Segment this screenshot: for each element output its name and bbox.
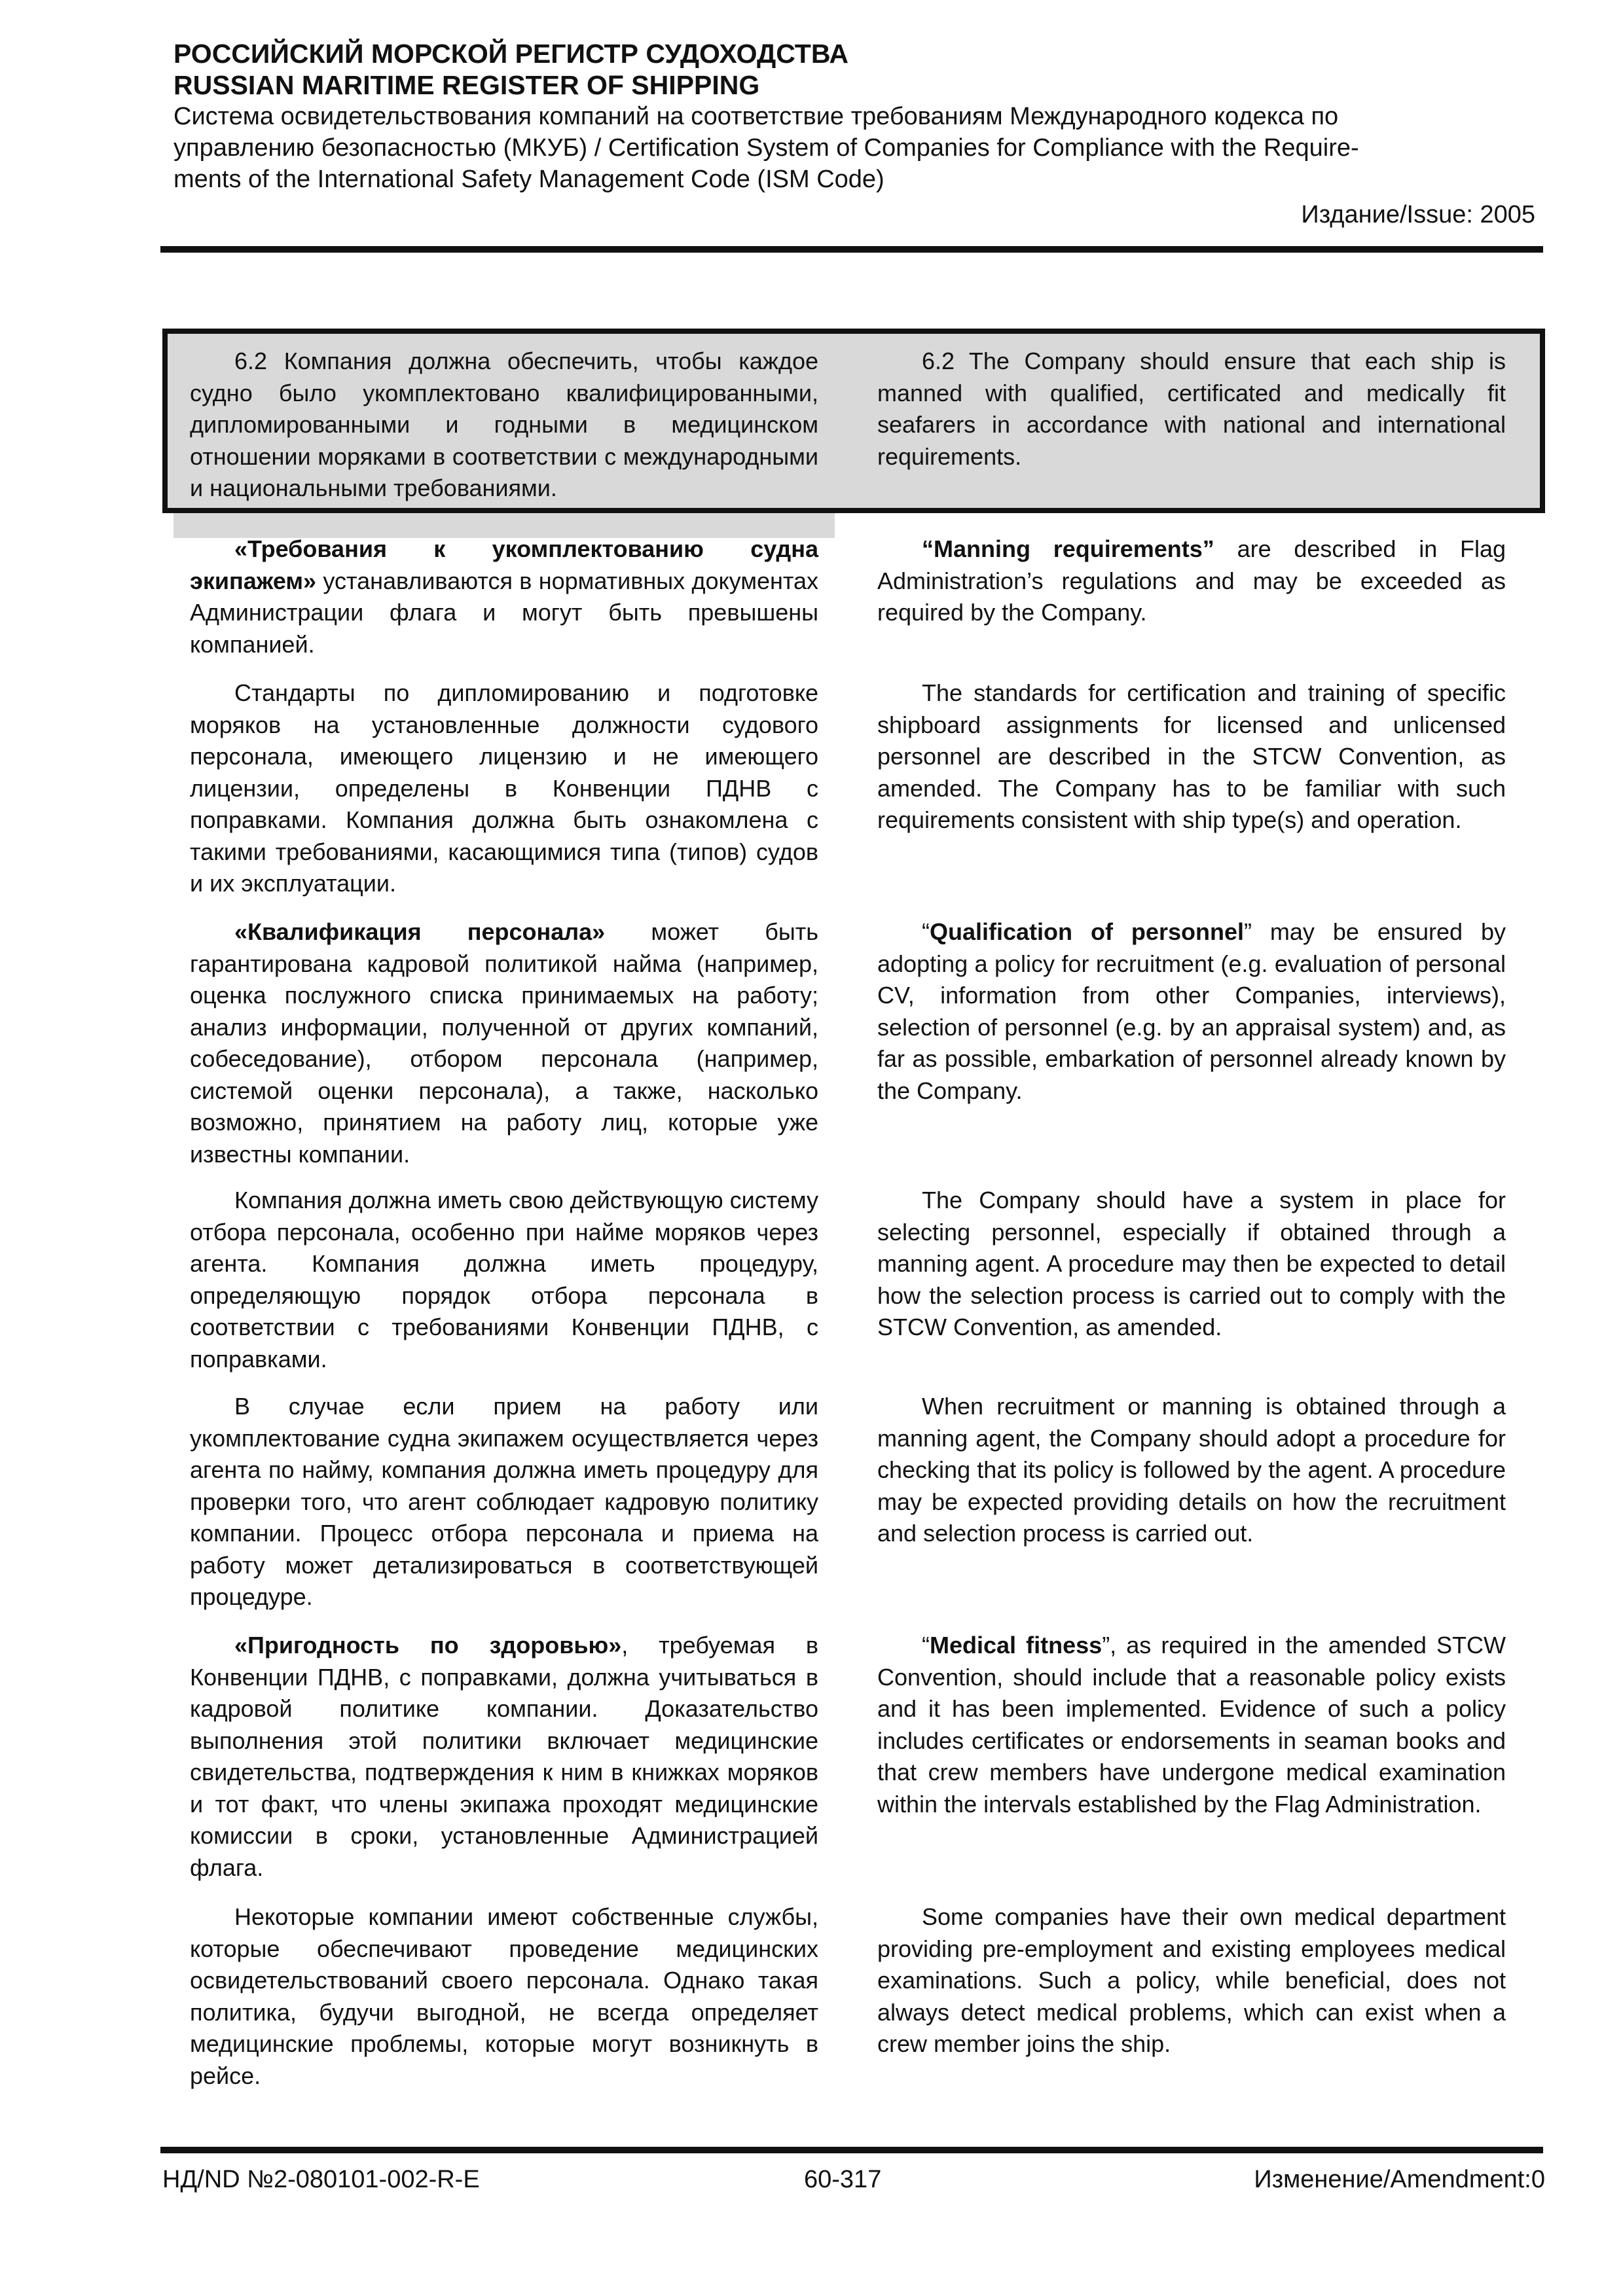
ru-paragraph-qualification: «Квалификация персонала» может быть гарантирована кадровой политикой найма (например, оценка послужного списка принимаемых на работу; анализ информации, полученной от других компаний, собеседование), отбором персонала (например, системой оценки персонала), а также, насколько возможно, принятием на работу лиц, которые уже известны компании. xyxy=(190,918,818,1168)
en-paragraph-qualification: “Qualification of personnel” may be ensured by adopting a policy for recruitment (e.g. evaluation of personal CV, information from other Companies, interviews), selection of personnel (e.g. by an appraisal system) and, as far as possible, embarkation of personnel already known by the Company. xyxy=(877,918,1506,1104)
en-paragraph-medical-fitness: “Medical fitness”, as required in the amended STCW Convention, should include that a reasonable policy exists and it has been implemented. Evidence of such a policy includes certificates or endorsements in seaman books and that crew members have undergone medical examination within the intervals established by the Flag Administration. xyxy=(877,1632,1506,1818)
en-manning-term: “Manning requirements” xyxy=(922,535,1214,562)
ru-medical-fitness-term: «Пригодность по здоровью» xyxy=(234,1632,622,1659)
document-number: НД/ND №2-080101-002-R-E xyxy=(162,2166,480,2193)
en-qualification-term: Qualification of personnel xyxy=(930,918,1244,945)
document-footer xyxy=(162,2164,1545,2197)
en-paragraph-manning-agent: When recruitment or manning is obtained through a manning agent, the Company should adopt a procedure for checking that its policy is followed by the agent. A procedure may be expected providing details on how the recruitment and selection process is carried out. xyxy=(877,1393,1506,1547)
en-paragraph-manning: “Manning requirements” are described in Flag Administration’s regulations and may be exceeded as required by the Company. xyxy=(877,535,1506,626)
system-title-line-3: ments of the International Safety Management Code (ISM Code) xyxy=(173,166,884,193)
en-paragraph-medical-department: Some companies have their own medical department providing pre-employment and existing employees medical examinations. Such a policy, while beneficial, does not always detect medical problems, which can exist when a crew member joins the ship. xyxy=(877,1903,1506,2057)
ru-paragraph-manning-agent: В случае если прием на работу или укомплектование судна экипажем осуществляется через агента по найму, компания должна иметь процедуру для проверки того, что агент соблюдает кадровую политику компании. Процесс отбора персонала и приема на работу может детализироваться в соответствующей процедуре. xyxy=(190,1393,818,1610)
ru-paragraph-medical-department: Некоторые компании имеют собственные службы, которые обеспечивают проведение медицинских освидетельствований своего персонала. Однако такая политика, будучи выгодной, не всегда определяет медицинские проблемы, которые могут возникнуть в рейсе. xyxy=(190,1903,818,2089)
header-divider xyxy=(160,246,1543,253)
ru-qualification-term: «Квалификация персонала» xyxy=(234,918,606,945)
ru-paragraph-medical-fitness: «Пригодность по здоровью», требуемая в Конвенции ПДНВ, с поправками, должна учитываться в кадровой политике компании. Доказательство выполнения этой политики включает медицинские свидетельства, подтверждения к ним в книжках моряков и тот факт, что члены экипажа проходят медицинские комиссии в сроки, установленные Администрацией флага. xyxy=(190,1632,818,1881)
register-title-en: RUSSIAN MARITIME REGISTER OF SHIPPING xyxy=(173,70,760,100)
issue-label: Издание/Issue: 2005 xyxy=(1301,201,1535,228)
ru-paragraph-manning: «Требования к укомплектованию судна экипажем» устанавливаются в нормативных документах Администрации флага и могут быть превышены компанией. xyxy=(190,535,818,658)
en-paragraph-6-2: 6.2 The Company should ensure that each ship is manned with qualified, certificated and medically fit seafarers in accordance with national and international requirements. xyxy=(877,348,1506,470)
page-number: 60-317 xyxy=(804,2166,882,2193)
footer-divider xyxy=(160,2147,1543,2153)
en-medical-fitness-term: Medical fitness xyxy=(930,1632,1103,1659)
ru-paragraph-selection-system: Компания должна иметь свою действующую систему отбора персонала, особенно при найме моряков через агента. Компания должна иметь процедуру, определяющую порядок отбора персонала в соответствии с требованиями Конвенции ПДНВ, с поправками. xyxy=(190,1187,819,1372)
amendment-label: Изменение/Amendment:0 xyxy=(1254,2166,1545,2193)
ru-paragraph-standards: Стандарты по дипломированию и подготовке моряков на установленные должности судового персонала, имеющего лицензию и не имеющего лицензии, определены в Конвенции ПДНВ с поправками. Компания должна быть ознакомлена с такими требованиями, касающимися типа (типов) судов и их эксплуатации. xyxy=(190,679,818,897)
register-title-ru: РОССИЙСКИЙ МОРСКОЙ РЕГИСТР СУДОХОДСТВА xyxy=(173,39,849,69)
ru-manning-term: «Требования к укомплектованию судна экипажем» xyxy=(190,535,818,594)
document-header xyxy=(173,38,1535,230)
en-paragraph-selection-system: The Company should have a system in place for selecting personnel, especially if obtained through a manning agent. A procedure may then be expected to detail how the selection process is carried out to comply with the STCW Convention, as amended. xyxy=(877,1187,1506,1340)
ru-paragraph-6-2: 6.2 Компания должна обеспечить, чтобы каждое судно было укомплектовано квалифицированными, дипломированными и годными в медицинском отношении моряками в соответствии с международными и национальными требованиями. xyxy=(190,348,818,501)
system-title-line-2: управлению безопасностью (МКУБ) / Certification System of Companies for Compliance with the Require- xyxy=(173,134,1359,162)
system-title-line-1: Система освидетельствования компаний на соответствие требованиям Международного кодекса по xyxy=(173,103,1339,130)
en-paragraph-standards: The standards for certification and training of specific shipboard assignments for licensed and unlicensed personnel are described in the STCW Convention, as amended. The Company has to be familiar with such requirements consistent with ship type(s) and operation. xyxy=(877,679,1506,833)
